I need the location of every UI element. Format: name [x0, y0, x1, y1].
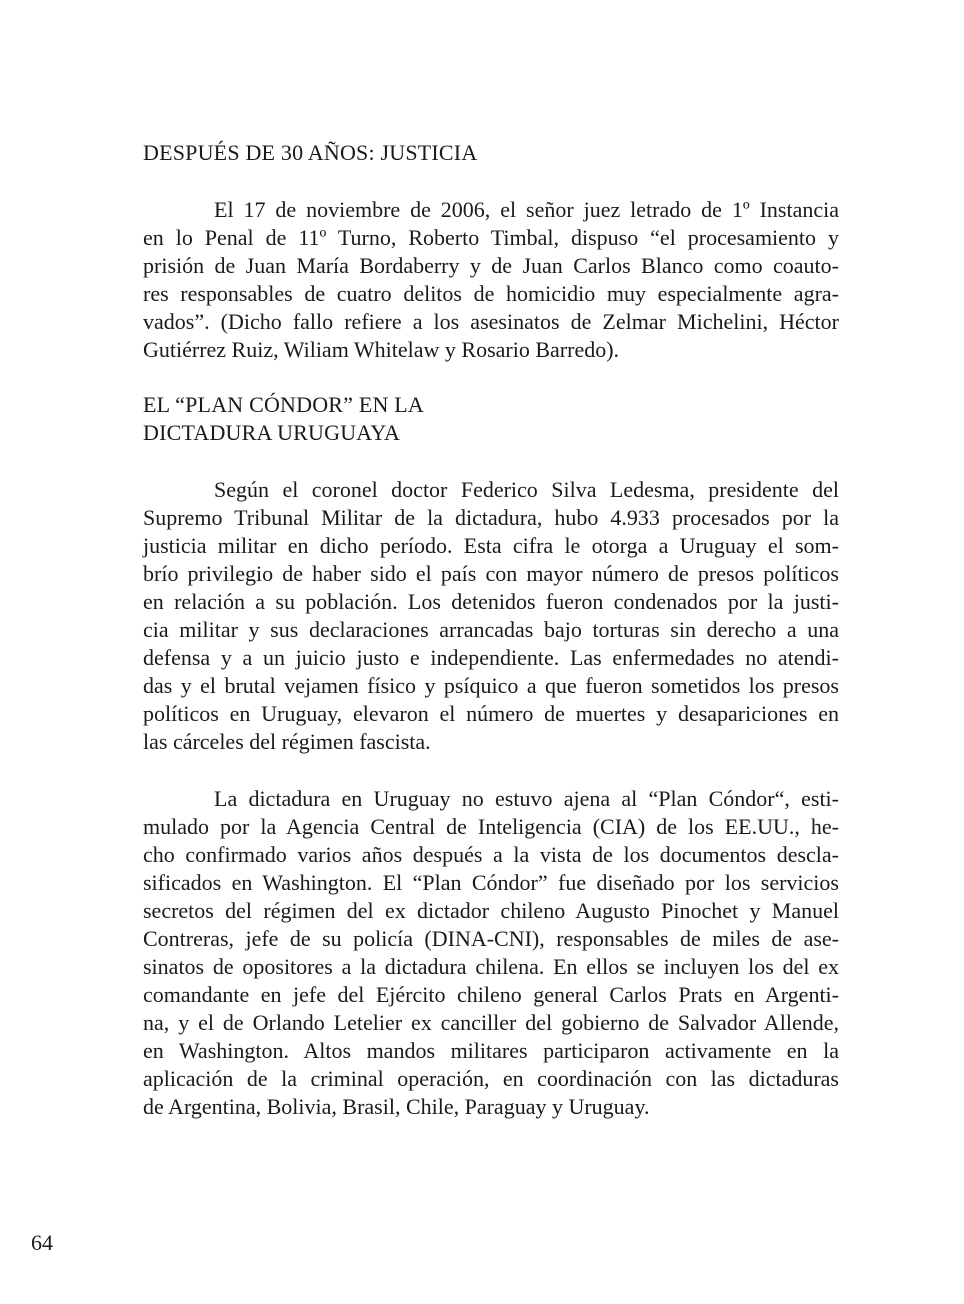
heading-line: EL “PLAN CÓNDOR” EN LA — [143, 392, 424, 417]
paragraph-line: brío privilegio de haber sido el país con mayor número de presos políticos — [143, 561, 839, 586]
paragraph-line: Contreras, jefe de su policía (DINA-CNI), responsables de miles de ase- — [143, 926, 839, 951]
section-heading-plan-condor — [143, 391, 424, 447]
paragraph-line: na, y el de Orlando Letelier ex canciller del gobierno de Salvador Allende, — [143, 1010, 839, 1035]
paragraph-justicia — [143, 196, 839, 364]
section-heading-justicia: DESPUÉS DE 30 AÑOS: JUSTICIA — [143, 140, 478, 165]
paragraph-line: políticos en Uruguay, elevaron el número de muertes y desapariciones en — [143, 701, 839, 726]
paragraph-line: El 17 de noviembre de 2006, el señor juez letrado de 1º Instancia — [214, 197, 839, 222]
paragraph-line: cho confirmado varios años después a la vista de los documentos descla- — [143, 842, 839, 867]
paragraph-line: Gutiérrez Ruiz, Wiliam Whitelaw y Rosario Barredo). — [143, 337, 620, 362]
paragraph-line: prisión de Juan María Bordaberry y de Juan Carlos Blanco como coauto- — [143, 253, 839, 278]
paragraph-line: res responsables de cuatro delitos de homicidio muy especialmente agra- — [143, 281, 839, 306]
paragraph-line: Supremo Tribunal Militar de la dictadura, hubo 4.933 procesados por la — [143, 505, 839, 530]
paragraph-line: La dictadura en Uruguay no estuvo ajena al “Plan Cóndor“, esti- — [214, 786, 839, 811]
paragraph-line: en lo Penal de 11º Turno, Roberto Timbal, dispuso “el procesamiento y — [143, 225, 839, 250]
paragraph-plan-condor — [143, 785, 839, 1121]
paragraph-line: cia militar y sus declaraciones arrancadas bajo torturas sin derecho a una — [143, 617, 839, 642]
paragraph-line: secretos del régimen del ex dictador chileno Augusto Pinochet y Manuel — [143, 898, 839, 923]
paragraph-line: mulado por la Agencia Central de Inteligencia (CIA) de los EE.UU., he- — [143, 814, 839, 839]
paragraph-line: aplicación de la criminal operación, en coordinación con las dictaduras — [143, 1066, 839, 1091]
paragraph-line: justicia militar en dicho período. Esta cifra le otorga a Uruguay el som- — [143, 533, 839, 558]
paragraph-line: en relación a su población. Los detenidos fueron condenados por la justi- — [143, 589, 839, 614]
paragraph-line: comandante en jefe del Ejército chileno general Carlos Prats en Argenti- — [143, 982, 839, 1007]
paragraph-procesados — [143, 476, 839, 756]
paragraph-line: sinatos de opositores a la dictadura chilena. En ellos se incluyen los del ex — [143, 954, 839, 979]
paragraph-line: en Washington. Altos mandos militares participaron activamente en la — [143, 1038, 839, 1063]
paragraph-line: las cárceles del régimen fascista. — [143, 729, 431, 754]
paragraph-line: defensa y a un juicio justo e independiente. Las enfermedades no atendi- — [143, 645, 839, 670]
page-number: 64 — [31, 1230, 53, 1255]
paragraph-line: sificados en Washington. El “Plan Cóndor” fue diseñado por los servicios — [143, 870, 839, 895]
paragraph-line: das y el brutal vejamen físico y psíquico a que fueron sometidos los presos — [143, 673, 839, 698]
paragraph-line: Según el coronel doctor Federico Silva Ledesma, presidente del — [214, 477, 839, 502]
paragraph-line: vados”. (Dicho fallo refiere a los asesinatos de Zelmar Michelini, Héctor — [143, 309, 839, 334]
heading-line: DICTADURA URUGUAYA — [143, 420, 401, 445]
paragraph-line: de Argentina, Bolivia, Brasil, Chile, Paraguay y Uruguay. — [143, 1094, 650, 1119]
